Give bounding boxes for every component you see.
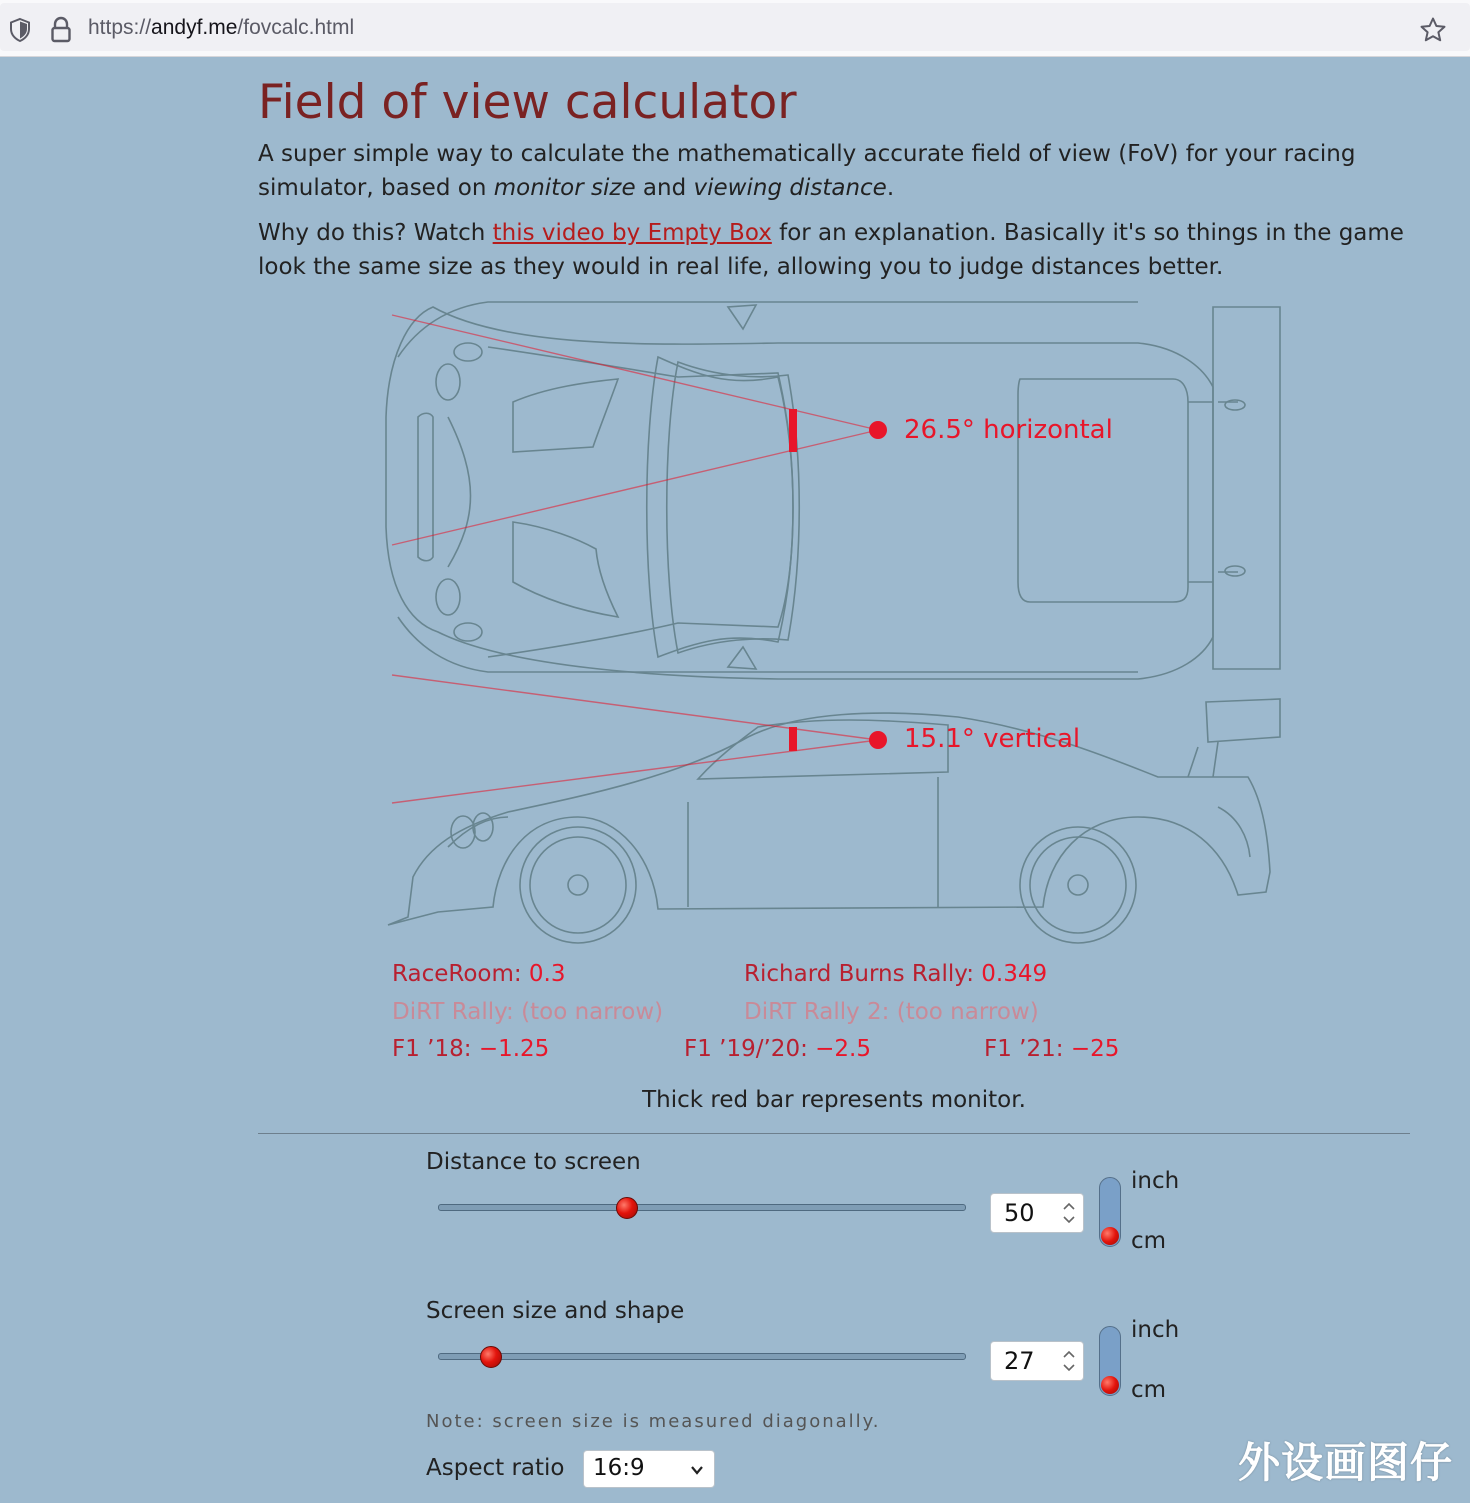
monitor-bar-horizontal <box>789 409 797 452</box>
url-path: /fovcalc.html <box>237 16 355 39</box>
bookmark-star-icon[interactable] <box>1419 16 1447 44</box>
distance-number-input[interactable] <box>990 1193 1084 1233</box>
url-host: andyf.me <box>151 16 238 39</box>
distance-slider-thumb[interactable] <box>616 1197 638 1219</box>
monitor-bar-vertical <box>789 727 797 751</box>
browser-toolbar <box>0 0 1470 57</box>
aspect-ratio-value: 16:9 <box>593 1455 645 1481</box>
game-value-rbr <box>744 961 1047 987</box>
game-name: DiRT Rally 2: <box>744 999 897 1025</box>
screen-size-value: 27 <box>1004 1347 1035 1375</box>
game-name: F1 ’19/’20: <box>684 1036 816 1062</box>
game-value: 0.349 <box>981 961 1048 987</box>
intro-text-2: and <box>635 175 694 201</box>
screen-unit-cm[interactable]: cm <box>1131 1377 1167 1403</box>
game-value-dirt-rally <box>392 999 663 1025</box>
game-value-f1-18 <box>392 1036 549 1062</box>
toggle-knob[interactable] <box>1101 1376 1119 1394</box>
game-value: −2.5 <box>815 1036 871 1062</box>
game-value-f1-21 <box>984 1036 1119 1062</box>
fov-lines <box>392 315 878 803</box>
divider <box>258 1133 1410 1134</box>
url-prefix: https:// <box>88 16 152 39</box>
toggle-knob[interactable] <box>1101 1227 1119 1245</box>
game-value: −25 <box>1070 1036 1120 1062</box>
distance-slider[interactable] <box>438 1204 966 1211</box>
screen-size-number-input[interactable] <box>990 1341 1084 1381</box>
watermark: 外设画图仔 <box>1238 1438 1454 1487</box>
game-name: F1 ’21: <box>984 1036 1071 1062</box>
page-title: Field of view calculator <box>258 75 797 130</box>
game-name: Richard Burns Rally: <box>744 961 982 987</box>
url-text[interactable] <box>88 16 354 40</box>
car-top-view-outline <box>386 302 1280 679</box>
screen-size-note: Note: screen size is measured diagonally. <box>426 1411 881 1432</box>
intro-em-viewing-distance: viewing distance <box>693 175 887 201</box>
distance-unit-inch[interactable]: inch <box>1131 1168 1180 1194</box>
lock-icon[interactable] <box>50 16 72 44</box>
game-value: 0.3 <box>528 961 566 987</box>
screen-size-slider[interactable] <box>438 1353 966 1360</box>
distance-value: 50 <box>1004 1199 1035 1227</box>
intro-text-1: A super simple way to calculate the mathematically accurate field of view (FoV) for your racing simulator, based on <box>258 141 1356 201</box>
vertical-fov-label: 15.1° vertical <box>904 724 1081 754</box>
shield-icon[interactable] <box>8 17 32 43</box>
eye-point-vertical <box>869 731 887 749</box>
empty-box-video-link[interactable]: this video by Empty Box <box>492 220 772 246</box>
chevron-down-icon <box>689 1463 705 1477</box>
screen-size-slider-thumb[interactable] <box>480 1346 502 1368</box>
distance-label: Distance to screen <box>426 1149 641 1175</box>
address-bar[interactable] <box>0 3 1470 51</box>
game-value-raceroom <box>392 961 566 987</box>
screen-unit-inch[interactable]: inch <box>1131 1317 1180 1343</box>
game-value: −1.25 <box>478 1036 550 1062</box>
game-value: (too narrow) <box>521 999 664 1025</box>
intro-em-monitor-size: monitor size <box>493 175 636 201</box>
fov-diagram <box>258 57 1410 1057</box>
game-name: RaceRoom: <box>392 961 529 987</box>
aspect-ratio-select[interactable] <box>583 1450 715 1488</box>
aspect-ratio-label: Aspect ratio <box>426 1455 565 1481</box>
spinner-arrows-icon[interactable] <box>1062 1199 1076 1227</box>
horizontal-fov-label: 26.5° horizontal <box>904 415 1113 445</box>
screen-size-label: Screen size and shape <box>426 1298 685 1324</box>
why-text-2: for an explanation. Basically it's so things in the game look the same size as they would in real life, allowing you to judge distances better. <box>258 220 1404 280</box>
intro-text-3: . <box>886 175 895 201</box>
diagram-caption: Thick red bar represents monitor. <box>642 1087 1026 1113</box>
why-text-1: Why do this? Watch <box>258 220 493 246</box>
distance-unit-toggle[interactable] <box>1099 1177 1121 1247</box>
spinner-arrows-icon[interactable] <box>1062 1347 1076 1375</box>
screen-unit-toggle[interactable] <box>1099 1326 1121 1396</box>
eye-point-horizontal <box>869 421 887 439</box>
game-name: DiRT Rally: <box>392 999 522 1025</box>
game-name: F1 ’18: <box>392 1036 479 1062</box>
car-side-view-outline <box>388 699 1280 943</box>
game-value: (too narrow) <box>896 999 1039 1025</box>
game-value-dirt-rally-2 <box>744 999 1039 1025</box>
game-value-f1-19-20 <box>684 1036 871 1062</box>
distance-unit-cm[interactable]: cm <box>1131 1228 1167 1254</box>
